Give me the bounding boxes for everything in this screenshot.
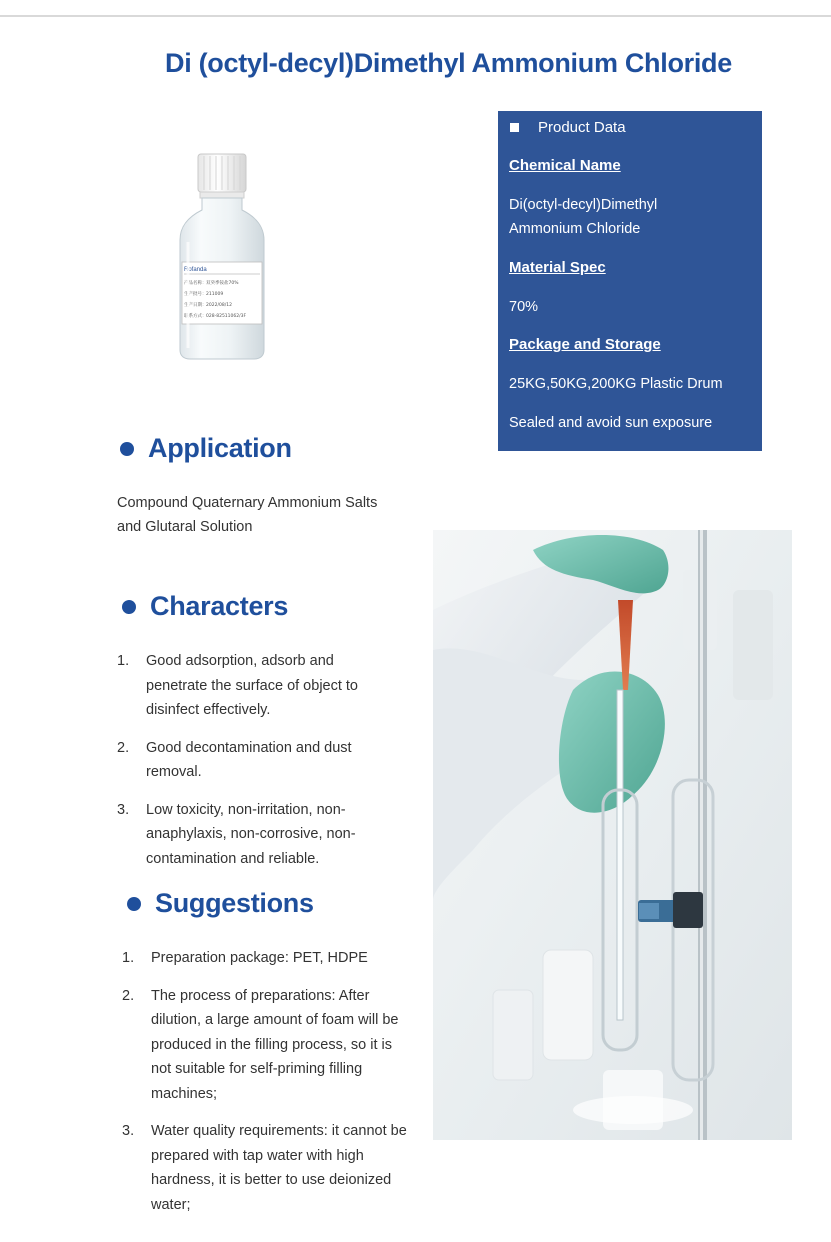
list-line: prepared with tap water with high bbox=[151, 1147, 364, 1164]
list-number: 3. bbox=[117, 801, 130, 818]
suggestions-list bbox=[122, 946, 432, 1217]
list-line: contamination and reliable. bbox=[146, 850, 320, 867]
list-line: produced in the filling process, so it is bbox=[151, 1036, 392, 1053]
list-item bbox=[117, 736, 417, 785]
list-line: The process of preparations: After bbox=[151, 987, 370, 1004]
storage-value: Sealed and avoid sun exposure bbox=[509, 415, 713, 431]
list-line: anaphylaxis, non-corrosive, non- bbox=[146, 826, 356, 842]
square-bullet-icon bbox=[510, 123, 519, 132]
chemical-name-value bbox=[509, 193, 749, 241]
suggestions-heading bbox=[127, 888, 314, 919]
list-item bbox=[122, 946, 432, 971]
list-item bbox=[122, 984, 432, 1107]
list-line: not suitable for self-priming filling bbox=[151, 1061, 363, 1077]
list-line: disinfect effectively. bbox=[146, 702, 271, 718]
list-line: dilution, a large amount of foam will be bbox=[151, 1012, 399, 1028]
list-line: machines; bbox=[151, 1085, 218, 1102]
list-line: penetrate the surface of object to bbox=[146, 677, 358, 694]
list-line: Water quality requirements: it cannot be bbox=[151, 1123, 407, 1139]
bottle-label-value: 211009 bbox=[206, 292, 224, 297]
list-line: Low toxicity, non-irritation, non- bbox=[146, 801, 346, 818]
bottle-label-line: 联系方式： bbox=[184, 314, 207, 319]
list-item bbox=[122, 1119, 432, 1217]
bullet-dot-icon bbox=[122, 600, 136, 614]
page-title: Di (octyl-decyl)Dimethyl Ammonium Chloride bbox=[165, 48, 732, 78]
product-bottle-image bbox=[176, 152, 268, 362]
characters-heading bbox=[122, 591, 288, 622]
bottle-label-line: 生产日期： bbox=[184, 303, 207, 308]
package-value: 25KG,50KG,200KG Plastic Drum bbox=[509, 376, 723, 392]
bottle-label-value: 双癸季铵盐70% bbox=[206, 281, 239, 286]
material-spec-value: 70% bbox=[509, 299, 539, 315]
bottle-brand: Rofanda bbox=[184, 267, 207, 273]
application-line: and Glutaral Solution bbox=[117, 519, 253, 535]
list-number: 1. bbox=[122, 950, 135, 966]
chemical-name-line: Ammonium Chloride bbox=[509, 221, 641, 237]
chemical-name-line: Di(octyl-decyl)Dimethyl bbox=[509, 197, 658, 213]
material-spec-label: Material Spec bbox=[509, 259, 606, 276]
bullet-dot-icon bbox=[127, 897, 141, 911]
application-heading bbox=[120, 433, 292, 464]
list-item bbox=[117, 649, 417, 723]
list-number: 2. bbox=[117, 739, 130, 756]
suggestions-heading-label: Suggestions bbox=[155, 888, 314, 918]
characters-heading-label: Characters bbox=[150, 591, 289, 621]
product-data-heading bbox=[510, 119, 626, 136]
bottle-label-value: 2022/08/12 bbox=[206, 303, 232, 308]
list-line: hardness, it is better to use deionized bbox=[151, 1172, 392, 1188]
list-number: 2. bbox=[122, 987, 135, 1004]
application-text bbox=[117, 491, 377, 539]
list-line: Good decontamination and dust bbox=[146, 739, 352, 756]
application-heading-label: Application bbox=[148, 433, 292, 463]
list-line: Good adsorption, adsorb and bbox=[146, 653, 334, 669]
list-line: water; bbox=[151, 1196, 191, 1213]
application-line: Compound Quaternary Ammonium Salts bbox=[117, 495, 378, 511]
list-number: 1. bbox=[117, 653, 130, 669]
list-item bbox=[117, 798, 417, 872]
bottle-label-value: 028-82511062/3F bbox=[206, 314, 247, 319]
package-storage-label: Package and Storage bbox=[509, 336, 661, 353]
laboratory-photo bbox=[433, 530, 792, 1140]
characters-list bbox=[117, 649, 417, 871]
bottle-label-line: 生产批号： bbox=[184, 292, 207, 297]
chemical-name-label: Chemical Name bbox=[509, 157, 621, 174]
list-line: Preparation package: PET, HDPE bbox=[151, 950, 368, 966]
product-data-box bbox=[498, 111, 762, 451]
top-divider bbox=[0, 15, 831, 17]
list-line: removal. bbox=[146, 764, 202, 780]
bottle-label-line: 产品名称： bbox=[184, 281, 207, 286]
product-data-heading-label: Product Data bbox=[538, 119, 626, 136]
list-number: 3. bbox=[122, 1123, 135, 1139]
bullet-dot-icon bbox=[120, 442, 134, 456]
